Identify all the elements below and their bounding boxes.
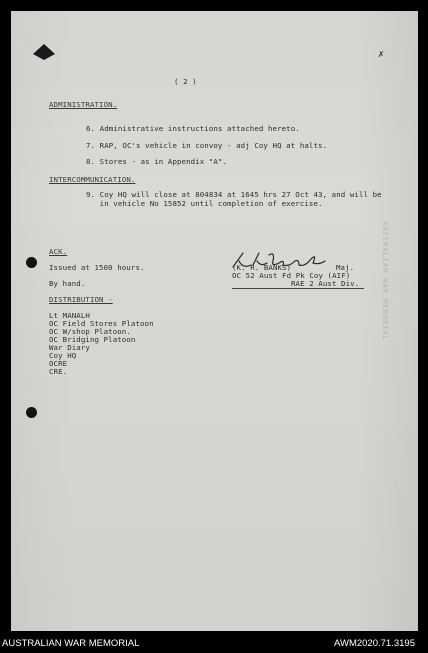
signatory-unit: OC 52 Aust Fd Pk Coy (AIF) [232,271,351,280]
corner-mark [33,44,55,54]
distribution-item: OC Bridging Platoon [49,335,136,344]
administration-item: 7. RAP, OC's vehicle in convoy - adj Coy HQ at halts. [86,141,328,150]
document-page [11,11,418,631]
administration-heading: ADMINISTRATION. [49,100,118,109]
watermark-show-through: AUSTRALIAN WAR MEMORIAL [381,221,389,341]
tick-mark: ✗ [377,49,384,60]
administration-item: 8. Stores - as in Appendix "A". [86,157,228,166]
page-number: ( 2 ) [174,77,197,86]
delivery-method: By hand. [49,279,86,288]
distribution-item: Lt MANALH [49,311,90,320]
intercommunication-item: 9. Coy HQ will close at 804834 at 1645 hrs 27 Oct 43, and will be [86,190,382,199]
distribution-item: OC W/shop Platoon. [49,327,131,336]
signatory-formation: RAE 2 Aust Div. [291,279,360,288]
punch-hole-top [26,257,37,268]
ack-label: ACK. [49,247,68,256]
issued-time: Issued at 1500 hours. [49,263,145,272]
distribution-item: OC Field Stores Platoon [49,319,154,328]
distribution-heading: DISTRIBUTION - [49,295,113,304]
intercommunication-item: in vehicle No 15852 until completion of exercise. [86,199,323,208]
signatory-name: (K. R. BANKS) [232,263,292,272]
distribution-item: War Diary [49,343,90,352]
intercommunication-heading: INTERCOMMUNICATION. [49,175,136,184]
distribution-item: Coy HQ [49,351,77,360]
signatory-rank: Maj. [336,263,355,272]
distribution-item: OCRE [49,359,68,368]
footer-archive-name: AUSTRALIAN WAR MEMORIAL [2,638,140,649]
footer-accession-number: AWM2020.71.3195 [334,638,415,649]
administration-item: 6. Administrative instructions attached hereto. [86,124,300,133]
distribution-item: CRE. [49,367,68,376]
punch-hole-bottom [26,407,37,418]
signature-rule [232,288,364,289]
